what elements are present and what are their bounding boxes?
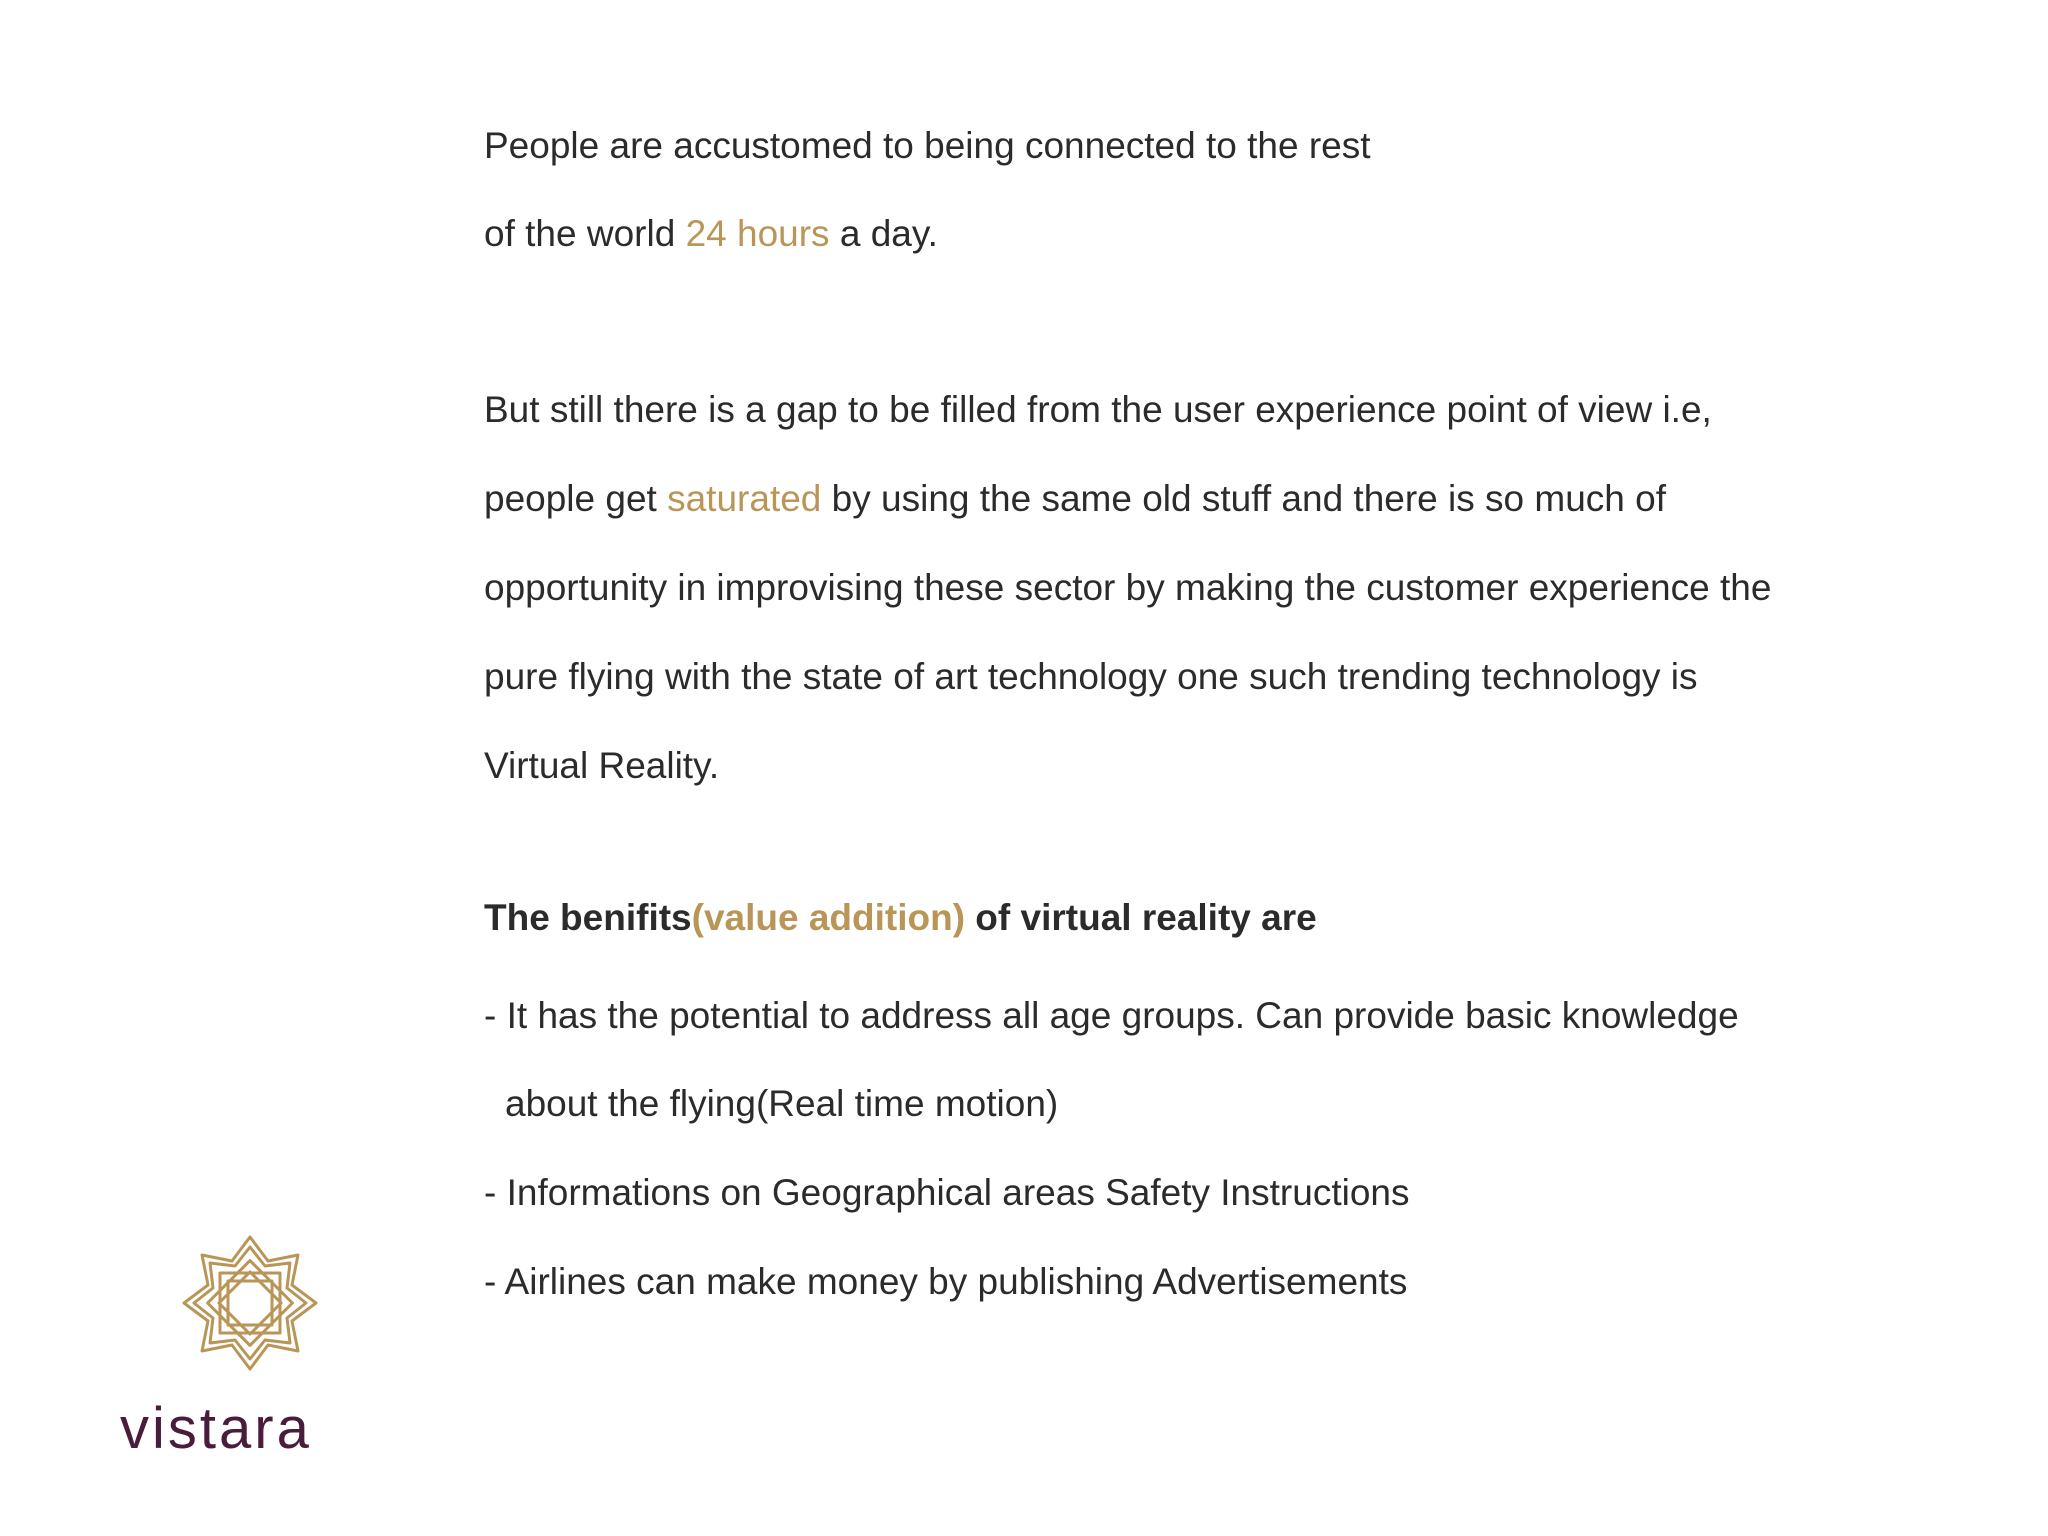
- vistara-star-icon: [180, 1233, 320, 1373]
- intro-text-2b: a day.: [829, 213, 938, 254]
- benefit-item-1-line-1: [484, 994, 1739, 1038]
- benefit-item-2: [484, 1171, 1409, 1215]
- gap-line-4: [484, 655, 1698, 699]
- gap-line-1: [484, 388, 1712, 432]
- gap-text-2a: people get: [484, 478, 668, 519]
- benefits-heading-b: of virtual reality are: [965, 897, 1317, 938]
- gap-text-3: opportunity in improvising these sector by making the customer experience the: [484, 567, 1772, 608]
- highlight-value-addition: (value addition): [691, 897, 966, 938]
- gap-text-4: pure flying with the state of art technology one such trending technology is: [484, 656, 1698, 697]
- highlight-24-hours: 24 hours: [685, 213, 830, 254]
- highlight-saturated: saturated: [667, 478, 822, 519]
- vistara-logo-wordmark: [120, 1395, 312, 1462]
- benefit-item-3: [484, 1260, 1407, 1304]
- intro-line-2: [484, 212, 938, 256]
- intro-text-1: People are accustomed to being connected to the rest: [484, 125, 1371, 166]
- vistara-wordmark-text: vistara: [120, 1396, 312, 1461]
- benefits-heading: [484, 896, 1317, 940]
- gap-text-5: Virtual Reality.: [484, 745, 720, 786]
- benefit-item-1-line-2: [505, 1082, 1058, 1126]
- benefit-text-3: - Airlines can make money by publishing Advertisements: [484, 1261, 1408, 1302]
- gap-text-2b: by using the same old stuff and there is so much of: [821, 478, 1667, 519]
- gap-line-3: [484, 566, 1771, 610]
- benefit-text-1a: - It has the potential to address all age groups. Can provide basic knowledge: [484, 995, 1739, 1036]
- benefit-text-2: - Informations on Geographical areas Safety Instructions: [484, 1172, 1410, 1213]
- gap-line-5: [484, 744, 719, 788]
- intro-text-2a: of the world: [484, 213, 686, 254]
- intro-line-1: [484, 124, 1371, 168]
- benefits-heading-a: The benifits: [484, 897, 692, 938]
- benefit-text-1b: about the flying(Real time motion): [505, 1083, 1059, 1124]
- gap-line-2: [484, 477, 1666, 521]
- gap-text-1: But still there is a gap to be filled from the user experience point of view i.e,: [484, 389, 1712, 430]
